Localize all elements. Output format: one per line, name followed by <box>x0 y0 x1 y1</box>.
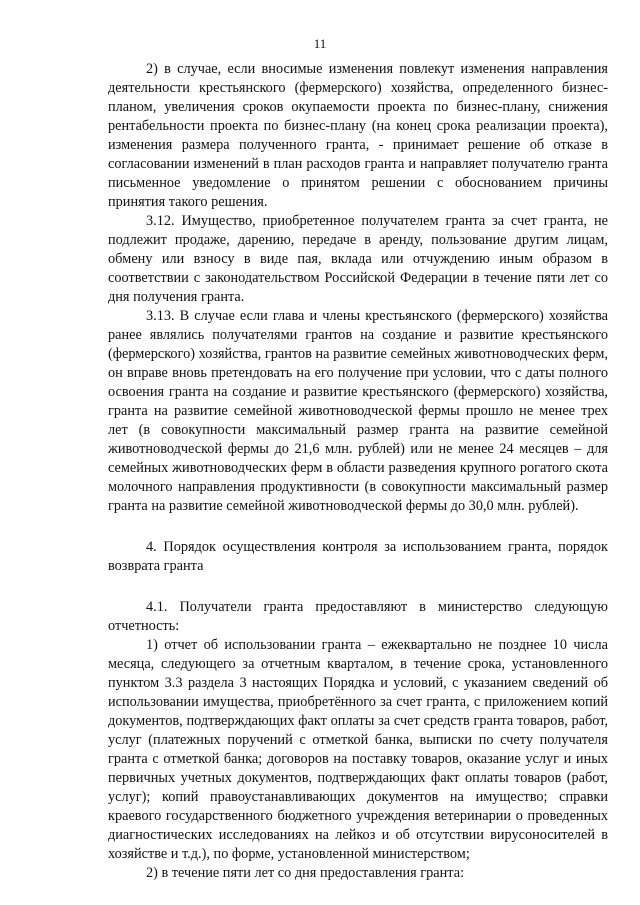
paragraph-3-13: 3.13. В случае если глава и члены крестьянского (фермерского) хозяйства ранее являлись получателями грантов на создание и развитие крестьянского (фермерского) хозяйства, грантов на развитие семейных животноводческих ферм, он вправе вновь претендовать на его получение при условии, что с даты полного освоения гранта на создание и развитие крестьянского (фермерского) хозяйства, гранта на развитие семейной животноводческой фермы прошло не менее трех лет (в совокупности максимальный размер гранта на развитие семейной животноводческой фермы до 21,6 млн. рублей) или не менее 24 месяцев – для семейных животноводческих ферм в области разведения крупного рогатого скота молочного направления продуктивности (в совокупности максимальный размер гранта на развитие семейной животноводческой фермы до 30,0 млн. рублей). <box>108 308 608 514</box>
paragraph-4-1-item-1: 1) отчет об использовании гранта – ежеквартально не позднее 10 числа месяца, следующего за отчетным кварталом, в течение срока, установленного пунктом 3.3 раздела 3 настоящих Порядка и условий, с указанием сведений об использовании имущества, приобретённого за счет гранта, с приложением копий документов, подтверждающих факт оплаты за счет средств гранта товаров, работ, услуг (платежных поручений с отметкой банка, выписки по счету получателя гранта с отметкой банка; договоров на поставку товаров, оказание услуг и иных первичных учетных документов, подтверждающих факт оплаты товаров (работ, услуг); копий правоустанавливающих документов на имущество; справки краевого государственного бюджетного учреждения ветеринарии о проведенных диагностических исследованиях на лейкоз и об отсутствии вирусоносителей в хозяйстве и т.д.), по форме, установленной министерством; <box>108 637 608 862</box>
paragraph-3-11-item-2: 2) в случае, если вносимые изменения повлекут изменения направления деятельности крестьянского (фермерского) хозяйства, определенного бизнес-планом, увеличения сроков окупаемости проекта по бизнес-плану, снижения рентабельности проекта по бизнес-плану (на конец срока реализации проекта), изменения размера полученного гранта, - принимает решение об отказе в согласовании изменений в план расходов гранта и направляет получателю гранта письменное уведомление о принятом решении с обоснованием причины принятия такого решения. <box>108 61 608 210</box>
section-4-heading: 4. Порядок осуществления контроля за использованием гранта, порядок возврата гранта <box>108 539 608 574</box>
paragraph-4-1-item-2: 2) в течение пяти лет со дня предоставления гранта: <box>146 865 465 881</box>
section-gap <box>108 516 608 538</box>
page-number: 11 <box>313 36 327 51</box>
paragraph-3-12: 3.12. Имущество, приобретенное получателем гранта за счет гранта, не подлежит продаже, дарению, передаче в аренду, пользование другим лицам, обмену или взносу в виде пая, вклада или отчуждению иным образом в соответствии с законодательством Российской Федерации в течение пяти лет со дня получения гранта. <box>108 213 608 305</box>
paragraph-4-1: 4.1. Получатели гранта предоставляют в министерство следующую отчетность: <box>108 599 608 634</box>
section-gap <box>108 576 608 598</box>
document-body <box>108 60 608 883</box>
